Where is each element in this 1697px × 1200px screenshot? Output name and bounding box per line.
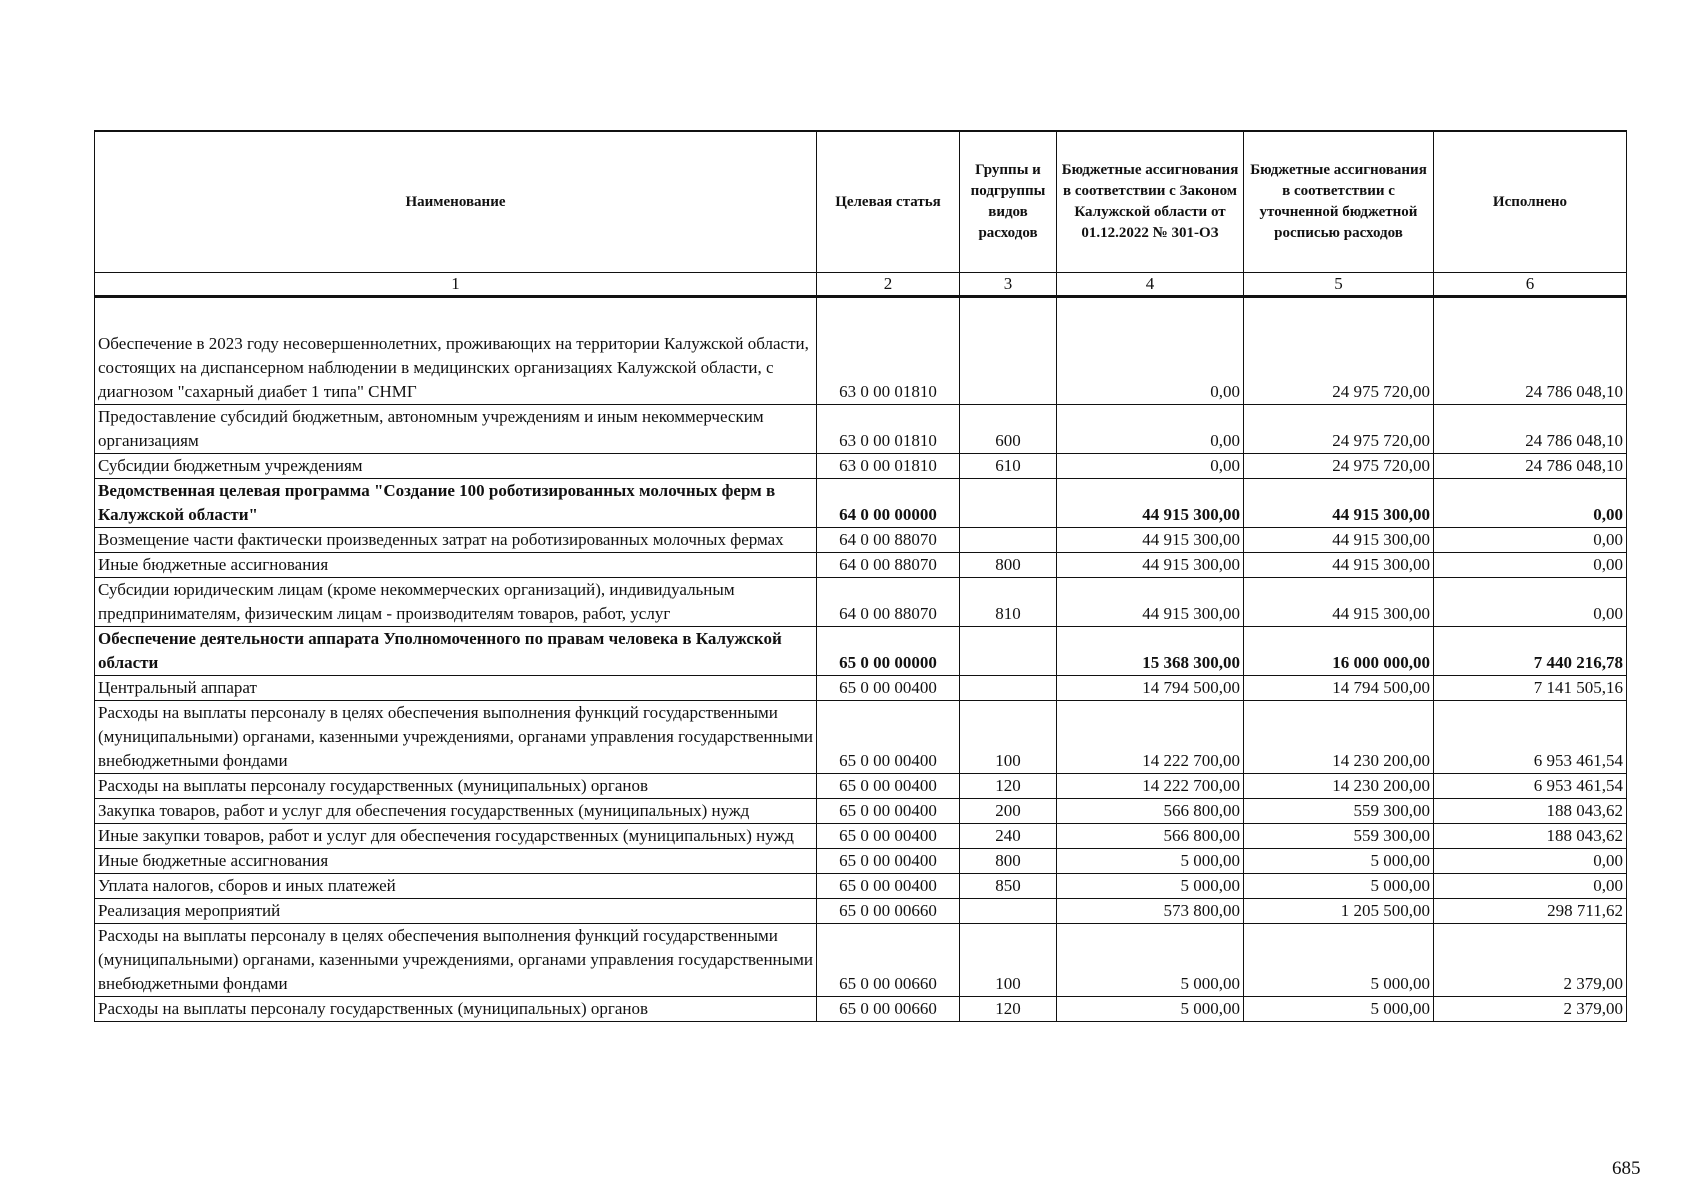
row-law-allocation-cell: 5 000,00 xyxy=(1057,997,1244,1022)
row-refined-allocation-cell: 44 915 300,00 xyxy=(1244,578,1434,627)
column-number: 5 xyxy=(1244,273,1434,297)
row-refined-allocation-cell: 5 000,00 xyxy=(1244,849,1434,874)
row-target-article-cell: 63 0 00 01810 xyxy=(817,454,960,479)
header-expense-groups: Группы и подгруппы видов расходов xyxy=(960,131,1057,273)
row-law-allocation-cell: 14 222 700,00 xyxy=(1057,701,1244,774)
row-expense-group-cell xyxy=(960,899,1057,924)
row-refined-allocation-cell: 5 000,00 xyxy=(1244,924,1434,997)
row-expense-group-cell: 200 xyxy=(960,799,1057,824)
row-name-cell: Обеспечение деятельности аппарата Уполномоченного по правам человека в Калужской области xyxy=(95,627,817,676)
row-law-allocation-cell: 566 800,00 xyxy=(1057,824,1244,849)
row-target-article-cell: 65 0 00 00660 xyxy=(817,924,960,997)
table-row xyxy=(95,774,1627,799)
row-executed-cell: 188 043,62 xyxy=(1434,824,1627,849)
column-number: 3 xyxy=(960,273,1057,297)
row-executed-cell: 24 786 048,10 xyxy=(1434,405,1627,454)
row-law-allocation-cell: 44 915 300,00 xyxy=(1057,578,1244,627)
row-executed-cell: 0,00 xyxy=(1434,479,1627,528)
row-expense-group-cell xyxy=(960,627,1057,676)
row-name-cell: Иные закупки товаров, работ и услуг для обеспечения государственных (муниципальных) нужд xyxy=(95,824,817,849)
row-refined-allocation-cell: 24 975 720,00 xyxy=(1244,405,1434,454)
row-expense-group-cell: 800 xyxy=(960,849,1057,874)
row-law-allocation-cell: 14 794 500,00 xyxy=(1057,676,1244,701)
table-row xyxy=(95,799,1627,824)
row-executed-cell: 2 379,00 xyxy=(1434,924,1627,997)
row-law-allocation-cell: 44 915 300,00 xyxy=(1057,553,1244,578)
header-refined-allocations: Бюджетные ассигнования в соответствии с уточненной бюджетной росписью расходов xyxy=(1244,131,1434,273)
row-name-cell: Уплата налогов, сборов и иных платежей xyxy=(95,874,817,899)
table-row xyxy=(95,479,1627,528)
row-target-article-cell: 65 0 00 00660 xyxy=(817,899,960,924)
row-name-cell: Расходы на выплаты персоналу в целях обеспечения выполнения функций государственными (муниципальными) органами, казенными учреждениями, органами управления государственными внебюджетными фондами xyxy=(95,924,817,997)
row-refined-allocation-cell: 44 915 300,00 xyxy=(1244,553,1434,578)
column-number: 2 xyxy=(817,273,960,297)
row-law-allocation-cell: 44 915 300,00 xyxy=(1057,528,1244,553)
page-number: 685 xyxy=(1612,1158,1641,1179)
row-expense-group-cell xyxy=(960,479,1057,528)
row-target-article-cell: 65 0 00 00660 xyxy=(817,997,960,1022)
row-law-allocation-cell: 5 000,00 xyxy=(1057,874,1244,899)
row-executed-cell: 0,00 xyxy=(1434,578,1627,627)
row-refined-allocation-cell: 24 975 720,00 xyxy=(1244,297,1434,405)
table-row xyxy=(95,874,1627,899)
header-name: Наименование xyxy=(95,131,817,273)
table-row xyxy=(95,849,1627,874)
row-executed-cell: 188 043,62 xyxy=(1434,799,1627,824)
row-executed-cell: 6 953 461,54 xyxy=(1434,701,1627,774)
row-refined-allocation-cell: 14 794 500,00 xyxy=(1244,676,1434,701)
row-expense-group-cell: 800 xyxy=(960,553,1057,578)
row-expense-group-cell: 850 xyxy=(960,874,1057,899)
budget-table-sheet xyxy=(94,130,1626,1022)
row-refined-allocation-cell: 559 300,00 xyxy=(1244,799,1434,824)
budget-table xyxy=(94,130,1627,1022)
header-target-article: Целевая статья xyxy=(817,131,960,273)
row-law-allocation-cell: 44 915 300,00 xyxy=(1057,479,1244,528)
header-executed: Исполнено xyxy=(1434,131,1627,273)
table-row xyxy=(95,924,1627,997)
row-expense-group-cell: 240 xyxy=(960,824,1057,849)
row-target-article-cell: 65 0 00 00400 xyxy=(817,701,960,774)
row-executed-cell: 7 440 216,78 xyxy=(1434,627,1627,676)
row-name-cell: Расходы на выплаты персоналу государственных (муниципальных) органов xyxy=(95,774,817,799)
row-refined-allocation-cell: 1 205 500,00 xyxy=(1244,899,1434,924)
row-name-cell: Реализация мероприятий xyxy=(95,899,817,924)
row-executed-cell: 2 379,00 xyxy=(1434,997,1627,1022)
row-refined-allocation-cell: 44 915 300,00 xyxy=(1244,479,1434,528)
row-target-article-cell: 64 0 00 88070 xyxy=(817,578,960,627)
table-row xyxy=(95,454,1627,479)
row-executed-cell: 0,00 xyxy=(1434,874,1627,899)
row-name-cell: Ведомственная целевая программа "Создание 100 роботизированных молочных ферм в Калужской области" xyxy=(95,479,817,528)
column-number: 6 xyxy=(1434,273,1627,297)
row-executed-cell: 24 786 048,10 xyxy=(1434,297,1627,405)
row-target-article-cell: 65 0 00 00400 xyxy=(817,799,960,824)
row-target-article-cell: 63 0 00 01810 xyxy=(817,405,960,454)
row-target-article-cell: 65 0 00 00000 xyxy=(817,627,960,676)
table-row xyxy=(95,297,1627,405)
table-row xyxy=(95,528,1627,553)
row-expense-group-cell xyxy=(960,297,1057,405)
row-law-allocation-cell: 0,00 xyxy=(1057,297,1244,405)
row-target-article-cell: 65 0 00 00400 xyxy=(817,824,960,849)
row-executed-cell: 6 953 461,54 xyxy=(1434,774,1627,799)
row-executed-cell: 0,00 xyxy=(1434,528,1627,553)
row-refined-allocation-cell: 5 000,00 xyxy=(1244,874,1434,899)
header-law-allocations: Бюджетные ассигнования в соответствии с Законом Калужской области от 01.12.2022 № 301-ОЗ xyxy=(1057,131,1244,273)
row-name-cell: Расходы на выплаты персоналу в целях обеспечения выполнения функций государственными (муниципальными) органами, казенными учреждениями, органами управления государственными внебюджетными фондами xyxy=(95,701,817,774)
table-row xyxy=(95,627,1627,676)
row-target-article-cell: 64 0 00 00000 xyxy=(817,479,960,528)
row-name-cell: Закупка товаров, работ и услуг для обеспечения государственных (муниципальных) нужд xyxy=(95,799,817,824)
row-executed-cell: 24 786 048,10 xyxy=(1434,454,1627,479)
row-expense-group-cell xyxy=(960,676,1057,701)
column-number: 4 xyxy=(1057,273,1244,297)
row-expense-group-cell xyxy=(960,528,1057,553)
row-target-article-cell: 65 0 00 00400 xyxy=(817,874,960,899)
table-row xyxy=(95,997,1627,1022)
row-law-allocation-cell: 14 222 700,00 xyxy=(1057,774,1244,799)
row-refined-allocation-cell: 5 000,00 xyxy=(1244,997,1434,1022)
column-number-row xyxy=(95,273,1627,297)
row-law-allocation-cell: 573 800,00 xyxy=(1057,899,1244,924)
row-law-allocation-cell: 15 368 300,00 xyxy=(1057,627,1244,676)
row-refined-allocation-cell: 14 230 200,00 xyxy=(1244,774,1434,799)
row-expense-group-cell: 120 xyxy=(960,997,1057,1022)
row-name-cell: Центральный аппарат xyxy=(95,676,817,701)
row-expense-group-cell: 100 xyxy=(960,924,1057,997)
table-row xyxy=(95,676,1627,701)
row-refined-allocation-cell: 14 230 200,00 xyxy=(1244,701,1434,774)
column-number: 1 xyxy=(95,273,817,297)
row-executed-cell: 298 711,62 xyxy=(1434,899,1627,924)
table-row xyxy=(95,578,1627,627)
row-refined-allocation-cell: 16 000 000,00 xyxy=(1244,627,1434,676)
row-law-allocation-cell: 5 000,00 xyxy=(1057,924,1244,997)
row-executed-cell: 0,00 xyxy=(1434,849,1627,874)
row-executed-cell: 7 141 505,16 xyxy=(1434,676,1627,701)
row-refined-allocation-cell: 44 915 300,00 xyxy=(1244,528,1434,553)
row-target-article-cell: 65 0 00 00400 xyxy=(817,774,960,799)
table-body xyxy=(95,297,1627,1022)
row-name-cell: Обеспечение в 2023 году несовершеннолетних, проживающих на территории Калужской области, состоящих на диспансерном наблюдении в медицинских организациях Калужской области, с диагнозом "сахарный диабет 1 типа" СНМГ xyxy=(95,297,817,405)
table-row xyxy=(95,553,1627,578)
row-name-cell: Субсидии бюджетным учреждениям xyxy=(95,454,817,479)
table-row xyxy=(95,701,1627,774)
row-name-cell: Субсидии юридическим лицам (кроме некоммерческих организаций), индивидуальным предпринимателям, физическим лицам - производителям товаров, работ, услуг xyxy=(95,578,817,627)
table-row xyxy=(95,824,1627,849)
row-expense-group-cell: 600 xyxy=(960,405,1057,454)
table-header-row xyxy=(95,131,1627,273)
row-target-article-cell: 63 0 00 01810 xyxy=(817,297,960,405)
table-row xyxy=(95,899,1627,924)
row-target-article-cell: 65 0 00 00400 xyxy=(817,676,960,701)
row-law-allocation-cell: 0,00 xyxy=(1057,405,1244,454)
row-target-article-cell: 65 0 00 00400 xyxy=(817,849,960,874)
row-law-allocation-cell: 0,00 xyxy=(1057,454,1244,479)
row-target-article-cell: 64 0 00 88070 xyxy=(817,528,960,553)
row-name-cell: Иные бюджетные ассигнования xyxy=(95,849,817,874)
row-law-allocation-cell: 5 000,00 xyxy=(1057,849,1244,874)
row-law-allocation-cell: 566 800,00 xyxy=(1057,799,1244,824)
table-row xyxy=(95,405,1627,454)
row-expense-group-cell: 100 xyxy=(960,701,1057,774)
row-name-cell: Предоставление субсидий бюджетным, автономным учреждениям и иным некоммерческим организациям xyxy=(95,405,817,454)
row-name-cell: Иные бюджетные ассигнования xyxy=(95,553,817,578)
row-expense-group-cell: 120 xyxy=(960,774,1057,799)
row-target-article-cell: 64 0 00 88070 xyxy=(817,553,960,578)
row-expense-group-cell: 610 xyxy=(960,454,1057,479)
row-executed-cell: 0,00 xyxy=(1434,553,1627,578)
row-name-cell: Расходы на выплаты персоналу государственных (муниципальных) органов xyxy=(95,997,817,1022)
row-refined-allocation-cell: 559 300,00 xyxy=(1244,824,1434,849)
row-expense-group-cell: 810 xyxy=(960,578,1057,627)
row-refined-allocation-cell: 24 975 720,00 xyxy=(1244,454,1434,479)
row-name-cell: Возмещение части фактически произведенных затрат на роботизированных молочных фермах xyxy=(95,528,817,553)
